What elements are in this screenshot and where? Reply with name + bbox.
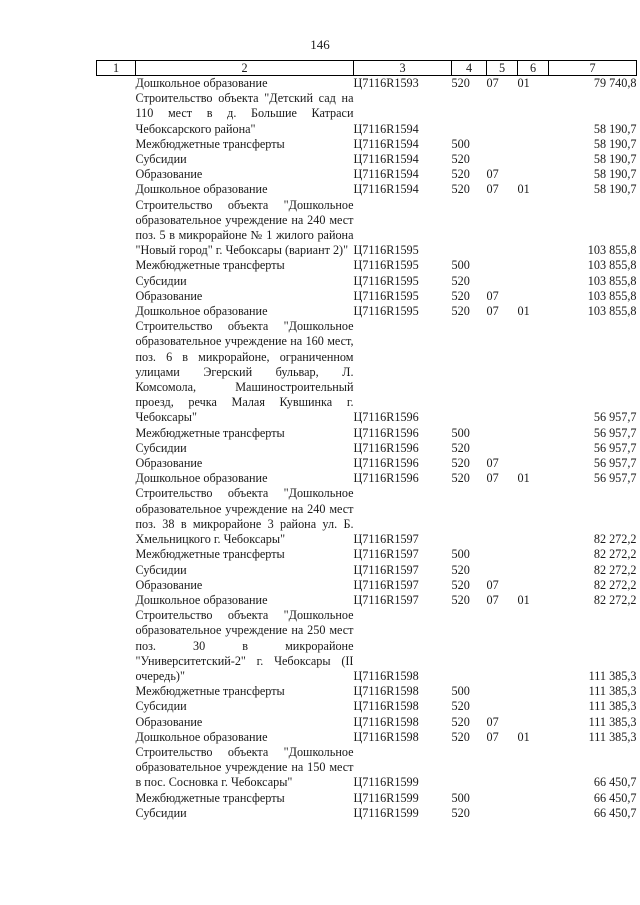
- row-number-cell: [97, 274, 136, 289]
- target-article-code: Ц7116R1596: [353, 410, 419, 425]
- column-header: 2: [136, 61, 354, 76]
- row-name: Субсидии: [135, 562, 187, 577]
- subsection-code: [518, 289, 549, 304]
- expense-type-code: [452, 486, 487, 547]
- row-number-cell: [97, 715, 136, 730]
- table-row: [97, 791, 637, 806]
- target-article-code: Ц7116R1596: [353, 471, 419, 486]
- row-name: Межбюджетные трансферты: [135, 425, 285, 440]
- row-number-cell: [97, 319, 136, 425]
- subsection-code: [518, 791, 549, 806]
- subsection-code: [518, 198, 549, 259]
- target-article-code: Ц7116R1593: [353, 76, 419, 90]
- row-number-cell: [97, 684, 136, 699]
- row-name: Дошкольное образование: [135, 182, 268, 197]
- table-row: [97, 198, 637, 259]
- budget-table: [96, 60, 637, 821]
- target-article-code: Ц7116R1595: [353, 273, 419, 288]
- row-number-cell: [97, 563, 136, 578]
- expense-type-code: 520: [451, 592, 470, 607]
- row-name: Образование: [135, 288, 203, 303]
- expense-type-code: 520: [451, 288, 470, 303]
- section-code: [487, 745, 518, 791]
- column-header: 4: [452, 61, 487, 76]
- row-number-cell: [97, 426, 136, 441]
- row-number-cell: [97, 593, 136, 608]
- row-number-cell: [97, 258, 136, 273]
- amount-value: 56 957,7: [593, 410, 637, 425]
- section-code: [487, 426, 518, 441]
- section-code: 07: [486, 76, 499, 90]
- row-number-cell: [97, 471, 136, 486]
- target-article-code: Ц7116R1594: [353, 136, 419, 151]
- section-code: [487, 486, 518, 547]
- row-number-cell: [97, 745, 136, 791]
- row-name: Образование: [135, 167, 203, 182]
- section-code: [487, 441, 518, 456]
- amount-value: 58 190,7: [593, 136, 637, 151]
- table-row: [97, 182, 637, 197]
- amount-value: 82 272,2: [593, 547, 637, 562]
- section-code: 07: [486, 167, 499, 182]
- amount-value: 66 450,7: [593, 805, 637, 820]
- subsection-code: 01: [517, 592, 530, 607]
- column-header: 5: [487, 61, 518, 76]
- expense-type-code: 500: [451, 136, 470, 151]
- target-article-code: Ц7116R1598: [353, 699, 419, 714]
- target-article-code: Ц7116R1594: [353, 167, 419, 182]
- row-name: Дошкольное образование: [135, 729, 268, 744]
- table-row: [97, 471, 637, 486]
- table-row: [97, 608, 637, 684]
- expense-type-code: 520: [451, 729, 470, 744]
- expense-type-code: 520: [451, 304, 470, 319]
- subsection-code: [518, 152, 549, 167]
- amount-value: 111 385,3: [588, 699, 637, 714]
- table-row: [97, 426, 637, 441]
- table-row: [97, 91, 637, 137]
- table-row: [97, 563, 637, 578]
- expense-type-code: 500: [451, 425, 470, 440]
- expense-type-code: [452, 319, 487, 425]
- target-article-code: Ц7116R1595: [353, 304, 419, 319]
- expense-type-code: 520: [451, 76, 470, 90]
- target-article-code: Ц7116R1596: [353, 456, 419, 471]
- section-code: 07: [486, 471, 499, 486]
- target-article-code: Ц7116R1596: [353, 440, 419, 455]
- amount-value: 103 855,8: [587, 304, 637, 319]
- target-article-code: Ц7116R1595: [353, 258, 419, 273]
- table-row: [97, 152, 637, 167]
- table-row: [97, 806, 637, 821]
- subsection-code: 01: [517, 471, 530, 486]
- row-name: Межбюджетные трансферты: [135, 790, 285, 805]
- section-code: 07: [486, 456, 499, 471]
- row-name: Строительство объекта "Дошкольное образовательное учреждение на 240 мест поз. 5 в микрорайоне № 1 жилого района "Новый город" г. Чебоксары (вариант 2)": [135, 197, 354, 258]
- expense-type-code: 520: [451, 182, 470, 197]
- expense-type-code: 520: [451, 456, 470, 471]
- row-number-cell: [97, 304, 136, 319]
- subsection-code: [518, 684, 549, 699]
- target-article-code: Ц7116R1597: [353, 547, 419, 562]
- row-name: Строительство объекта "Дошкольное образовательное учреждение на 250 мест поз. 30 в микрорайоне "Университетский-2" г. Чебоксары (II очередь)": [135, 608, 354, 683]
- target-article-code: Ц7116R1597: [353, 592, 419, 607]
- subsection-code: 01: [517, 76, 530, 90]
- row-number-cell: [97, 137, 136, 152]
- expense-type-code: 520: [451, 805, 470, 820]
- section-code: [487, 274, 518, 289]
- subsection-code: 01: [517, 729, 530, 744]
- page-number: 146: [310, 37, 330, 52]
- section-code: 07: [486, 288, 499, 303]
- subsection-code: [518, 426, 549, 441]
- row-number-cell: [97, 578, 136, 593]
- table-row: [97, 258, 637, 273]
- table-row: [97, 486, 637, 547]
- table-row: [97, 319, 637, 425]
- amount-value: 58 190,7: [593, 121, 637, 136]
- subsection-code: [518, 486, 549, 547]
- row-name: Строительство объекта "Дошкольное образовательное учреждение на 160 мест, поз. 6 в микрорайоне, ограниченном улицами Эгерский бульвар, Л. Комсомола, Машиностроительный проезд, речка Малая Кувшинка г. Чебоксары": [135, 319, 354, 425]
- section-code: [487, 547, 518, 562]
- target-article-code: Ц7116R1598: [353, 668, 419, 683]
- section-code: [487, 684, 518, 699]
- section-code: 07: [486, 729, 499, 744]
- amount-value: 103 855,8: [587, 273, 637, 288]
- table-row: [97, 593, 637, 608]
- table-row: [97, 715, 637, 730]
- row-number-cell: [97, 91, 136, 137]
- subsection-code: [518, 806, 549, 821]
- table-row: [97, 137, 637, 152]
- table-row: [97, 730, 637, 745]
- section-code: [487, 791, 518, 806]
- row-number-cell: [97, 441, 136, 456]
- subsection-code: [518, 91, 549, 137]
- target-article-code: Ц7116R1598: [353, 729, 419, 744]
- expense-type-code: 500: [451, 547, 470, 562]
- subsection-code: 01: [517, 182, 530, 197]
- section-code: [487, 319, 518, 425]
- table-row: [97, 441, 637, 456]
- expense-type-code: 520: [451, 562, 470, 577]
- subsection-code: [518, 745, 549, 791]
- subsection-code: [518, 547, 549, 562]
- target-article-code: Ц7116R1597: [353, 577, 419, 592]
- row-name: Субсидии: [135, 440, 187, 455]
- amount-value: 56 957,7: [593, 471, 637, 486]
- row-name: Строительство объекта "Дошкольное образовательное учреждение на 150 мест в пос. Сосновка г. Чебоксары": [135, 744, 354, 790]
- target-article-code: Ц7116R1595: [353, 288, 419, 303]
- amount-value: 58 190,7: [593, 152, 637, 167]
- expense-type-code: 500: [451, 684, 470, 699]
- table-row: [97, 547, 637, 562]
- row-name: Дошкольное образование: [135, 76, 268, 90]
- target-article-code: Ц7116R1599: [353, 790, 419, 805]
- target-article-code: Ц7116R1594: [353, 182, 419, 197]
- target-article-code: Ц7116R1596: [353, 425, 419, 440]
- expense-type-code: [452, 91, 487, 137]
- subsection-code: [518, 319, 549, 425]
- expense-type-code: 520: [451, 699, 470, 714]
- expense-type-code: 520: [451, 152, 470, 167]
- table-row: [97, 456, 637, 471]
- row-name: Дошкольное образование: [135, 471, 268, 486]
- row-number-cell: [97, 547, 136, 562]
- section-code: [487, 152, 518, 167]
- target-article-code: Ц7116R1598: [353, 684, 419, 699]
- row-name: Межбюджетные трансферты: [135, 136, 285, 151]
- section-code: [487, 91, 518, 137]
- target-article-code: Ц7116R1598: [353, 714, 419, 729]
- section-code: [487, 258, 518, 273]
- row-number-cell: [97, 456, 136, 471]
- row-name: Образование: [135, 577, 203, 592]
- table-row: [97, 578, 637, 593]
- column-header: 6: [518, 61, 549, 76]
- subsection-code: [518, 608, 549, 684]
- table-row: [97, 76, 637, 92]
- section-code: [487, 806, 518, 821]
- row-name: Субсидии: [135, 699, 187, 714]
- row-name: Строительство объекта "Дошкольное образовательное учреждение на 240 мест поз. 38 в микрорайоне 3 района ул. Б. Хмельницкого г. Чебоксары": [135, 486, 354, 547]
- amount-value: 82 272,2: [593, 562, 637, 577]
- target-article-code: Ц7116R1599: [353, 805, 419, 820]
- amount-value: 56 957,7: [593, 440, 637, 455]
- amount-value: 103 855,8: [587, 288, 637, 303]
- row-name: Образование: [135, 456, 203, 471]
- amount-value: 79 740,8: [593, 76, 637, 90]
- section-code: [487, 137, 518, 152]
- subsection-code: [518, 563, 549, 578]
- amount-value: 82 272,2: [593, 577, 637, 592]
- amount-value: 58 190,7: [593, 167, 637, 182]
- row-number-cell: [97, 791, 136, 806]
- row-number-cell: [97, 167, 136, 182]
- amount-value: 111 385,3: [588, 729, 637, 744]
- table-row: [97, 289, 637, 304]
- table-row: [97, 274, 637, 289]
- row-number-cell: [97, 806, 136, 821]
- table-row: [97, 745, 637, 791]
- expense-type-code: [452, 608, 487, 684]
- amount-value: 111 385,3: [588, 668, 637, 683]
- amount-value: 66 450,7: [593, 775, 637, 790]
- row-name: Межбюджетные трансферты: [135, 258, 285, 273]
- expense-type-code: [452, 745, 487, 791]
- subsection-code: [518, 699, 549, 714]
- section-code: [487, 563, 518, 578]
- row-number-cell: [97, 699, 136, 714]
- expense-type-code: 500: [451, 258, 470, 273]
- subsection-code: [518, 456, 549, 471]
- table-row: [97, 304, 637, 319]
- amount-value: 103 855,8: [587, 258, 637, 273]
- row-name: Межбюджетные трансферты: [135, 547, 285, 562]
- amount-value: 58 190,7: [593, 182, 637, 197]
- section-code: [487, 699, 518, 714]
- target-article-code: Ц7116R1595: [353, 243, 419, 258]
- row-number-cell: [97, 730, 136, 745]
- amount-value: 82 272,2: [593, 532, 637, 547]
- row-number-cell: [97, 486, 136, 547]
- column-header: 7: [549, 61, 637, 76]
- expense-type-code: 520: [451, 471, 470, 486]
- row-number-cell: [97, 182, 136, 197]
- subsection-code: [518, 167, 549, 182]
- expense-type-code: 520: [451, 167, 470, 182]
- amount-value: 82 272,2: [593, 592, 637, 607]
- row-number-cell: [97, 608, 136, 684]
- column-header: 3: [354, 61, 452, 76]
- table-row: [97, 699, 637, 714]
- row-number-cell: [97, 76, 136, 92]
- subsection-code: 01: [517, 304, 530, 319]
- subsection-code: [518, 137, 549, 152]
- row-name: Дошкольное образование: [135, 592, 268, 607]
- target-article-code: Ц7116R1594: [353, 152, 419, 167]
- row-name: Субсидии: [135, 805, 187, 820]
- amount-value: 103 855,8: [587, 243, 637, 258]
- expense-type-code: 520: [451, 273, 470, 288]
- section-code: 07: [486, 304, 499, 319]
- target-article-code: Ц7116R1599: [353, 775, 419, 790]
- row-name: Межбюджетные трансферты: [135, 684, 285, 699]
- amount-value: 111 385,3: [588, 714, 637, 729]
- amount-value: 66 450,7: [593, 790, 637, 805]
- row-number-cell: [97, 289, 136, 304]
- row-name: Дошкольное образование: [135, 304, 268, 319]
- amount-value: 56 957,7: [593, 425, 637, 440]
- section-code: 07: [486, 577, 499, 592]
- row-name: Субсидии: [135, 273, 187, 288]
- section-code: [487, 608, 518, 684]
- amount-value: 111 385,3: [588, 684, 637, 699]
- subsection-code: [518, 578, 549, 593]
- subsection-code: [518, 441, 549, 456]
- expense-type-code: 500: [451, 790, 470, 805]
- section-code: 07: [486, 714, 499, 729]
- section-code: [487, 198, 518, 259]
- row-name: Строительство объекта "Детский сад на 110 мест в д. Большие Катраси Чебоксарского района": [135, 91, 354, 136]
- column-header: 1: [97, 61, 136, 76]
- expense-type-code: 520: [451, 577, 470, 592]
- subsection-code: [518, 715, 549, 730]
- expense-type-code: 520: [451, 440, 470, 455]
- expense-type-code: 520: [451, 714, 470, 729]
- amount-value: 56 957,7: [593, 456, 637, 471]
- column-number-header-row: [97, 61, 637, 76]
- target-article-code: Ц7116R1597: [353, 532, 419, 547]
- subsection-code: [518, 258, 549, 273]
- row-number-cell: [97, 152, 136, 167]
- target-article-code: Ц7116R1594: [353, 121, 419, 136]
- row-number-cell: [97, 198, 136, 259]
- row-name: Образование: [135, 714, 203, 729]
- expense-type-code: [452, 198, 487, 259]
- subsection-code: [518, 274, 549, 289]
- table-row: [97, 684, 637, 699]
- section-code: 07: [486, 182, 499, 197]
- table-row: [97, 167, 637, 182]
- section-code: 07: [486, 592, 499, 607]
- row-name: Субсидии: [135, 152, 187, 167]
- target-article-code: Ц7116R1597: [353, 562, 419, 577]
